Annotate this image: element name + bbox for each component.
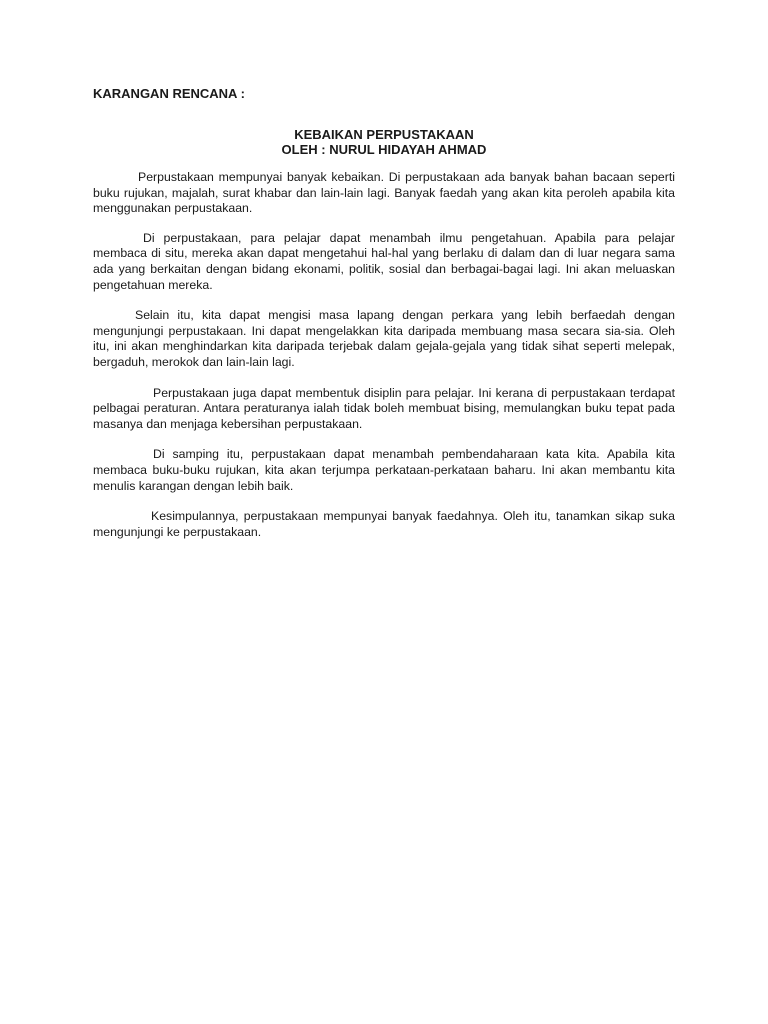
paragraph-leisure: Selain itu, kita dapat mengisi masa lapang dengan perkara yang lebih berfaedah dengan mengunjungi perpustakaan. Ini dapat mengelakkan kita daripada membuang masa secara sia-sia. Oleh itu, ini akan menghindarkan kita daripada terjebak dalam gejala-gejala yang tidak sihat seperti melepak, bergaduh, merokok dan lain-lain lagi. [93, 308, 675, 369]
document-heading: KARANGAN RENCANA : [93, 86, 245, 101]
title-block [93, 127, 675, 157]
paragraph-intro: Perpustakaan mempunyai banyak kebaikan. Di perpustakaan ada banyak bahan bacaan seperti buku rujukan, majalah, surat khabar dan lain-lain lagi. Banyak faedah yang akan kita peroleh apabila kita menggunakan perpustakaan. [93, 170, 675, 216]
paragraph-discipline: Perpustakaan juga dapat membentuk disiplin para pelajar. Ini kerana di perpustakaan terdapat pelbagai peraturan. Antara peraturanya ialah tidak boleh membuat bising, memulangkan buku tepat pada masanya dan menjaga kebersihan perpustakaan. [93, 385, 675, 431]
document-author: OLEH : NURUL HIDAYAH AHMAD [281, 142, 487, 157]
paragraph-vocabulary: Di samping itu, perpustakaan dapat menambah pembendaharaan kata kita. Apabila kita membaca buku-buku rujukan, kita akan terjumpa perkataan-perkataan baharu. Ini akan membantu kita menulis karangan dengan lebih baik. [93, 447, 675, 493]
paragraph-conclusion: Kesimpulannya, perpustakaan mempunyai banyak faedahnya. Oleh itu, tanamkan sikap suka mengunjungi ke perpustakaan. [93, 509, 675, 539]
document-content [93, 86, 675, 540]
document-title: KEBAIKAN PERPUSTAKAAN [294, 127, 474, 142]
paragraph-knowledge: Di perpustakaan, para pelajar dapat menambah ilmu pengetahuan. Apabila para pelajar membaca di situ, mereka akan dapat mengetahui hal-hal yang berlaku di dalam dan di luar negara sama ada yang berkaitan dengan bidang ekonami, politik, sosial dan berbagai-bagai lagi. Ini akan meluaskan pengetahuan mereka. [93, 230, 675, 292]
